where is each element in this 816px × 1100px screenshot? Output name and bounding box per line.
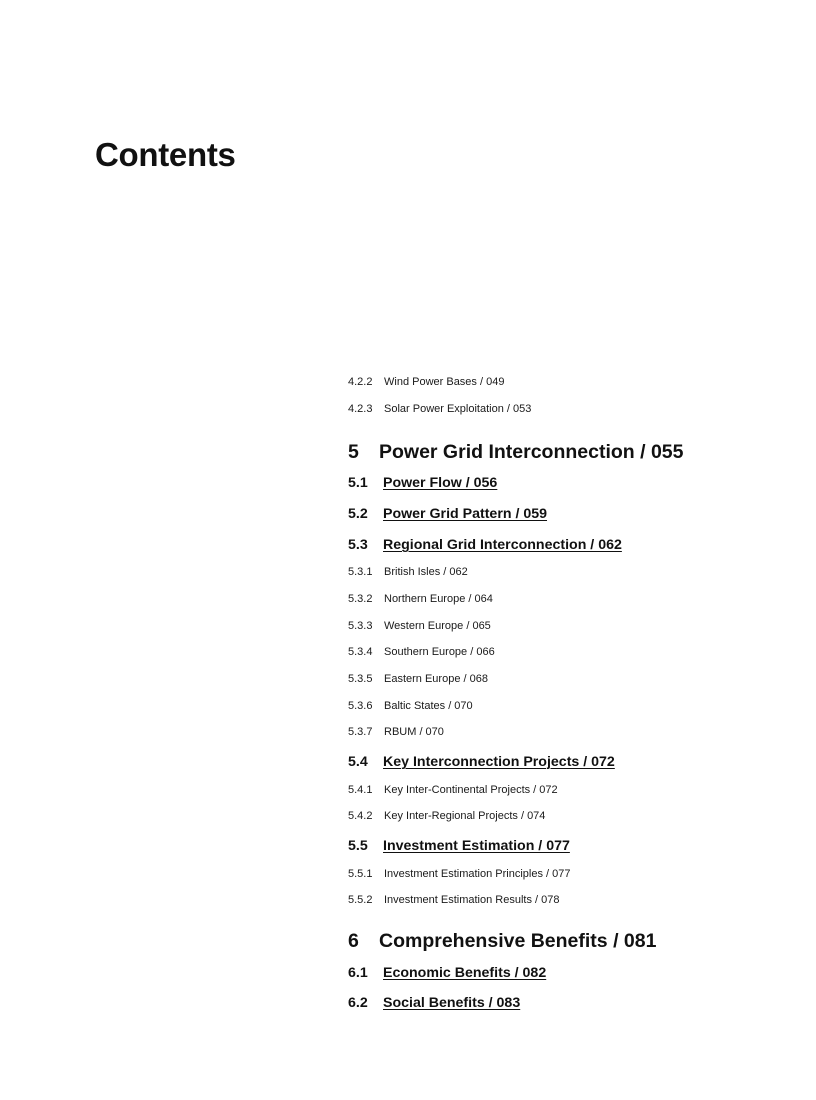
toc-section-title: Power Grid Pattern / 059	[383, 506, 548, 522]
toc-entry-number: 4.2.3	[348, 403, 373, 415]
toc-chapter-title: Comprehensive Benefits / 081	[379, 930, 657, 952]
toc-entry-number: 5.5.1	[348, 868, 373, 880]
toc-chapter-6[interactable]	[348, 929, 656, 953]
toc-section-title: Social Benefits / 083	[383, 995, 521, 1011]
toc-entry-5-3-3[interactable]	[348, 619, 491, 633]
toc-entry-5-3-6[interactable]	[348, 699, 473, 713]
toc-entry-title: Key Inter-Continental Projects / 072	[384, 784, 558, 796]
toc-section-number: 5.2	[348, 506, 368, 522]
toc-entry-title: Eastern Europe / 068	[384, 673, 488, 685]
toc-entry-5-3-7[interactable]	[348, 725, 444, 739]
toc-chapter-5[interactable]	[348, 440, 684, 464]
toc-chapter-number: 6	[348, 930, 359, 952]
toc-section-title: Power Flow / 056	[383, 475, 498, 491]
toc-entry-number: 5.3.1	[348, 566, 373, 578]
toc-section-number: 5.5	[348, 838, 368, 854]
toc-entry-number: 5.4.2	[348, 810, 373, 822]
toc-section-title: Economic Benefits / 082	[383, 965, 547, 981]
toc-section-title: Investment Estimation / 077	[383, 838, 570, 854]
toc-section-number: 5.4	[348, 754, 368, 770]
toc-entry-title: Wind Power Bases / 049	[384, 376, 505, 388]
toc-entry-title: Solar Power Exploitation / 053	[384, 403, 532, 415]
toc-entry-number: 5.3.2	[348, 593, 373, 605]
toc-section-number: 6.2	[348, 995, 368, 1011]
toc-entry-5-5-1[interactable]	[348, 867, 570, 881]
toc-entry-5-3-5[interactable]	[348, 672, 488, 686]
toc-entry-title: RBUM / 070	[384, 726, 444, 738]
toc-section-5-5[interactable]	[348, 837, 570, 855]
toc-chapter-number: 5	[348, 441, 359, 463]
toc-section-6-1[interactable]	[348, 964, 546, 982]
toc-entry-title: Western Europe / 065	[384, 620, 491, 632]
toc-entry-5-3-4[interactable]	[348, 645, 495, 659]
toc-entry-number: 5.5.2	[348, 894, 373, 906]
toc-entry-title: Southern Europe / 066	[384, 646, 495, 658]
toc-entry-4-2-2[interactable]	[348, 375, 504, 389]
toc-section-5-2[interactable]	[348, 505, 547, 523]
toc-entry-number: 5.3.6	[348, 700, 373, 712]
toc-entry-number: 5.3.4	[348, 646, 373, 658]
toc-entry-title: Baltic States / 070	[384, 700, 473, 712]
toc-section-5-1[interactable]	[348, 474, 497, 492]
toc-chapter-title: Power Grid Interconnection / 055	[379, 441, 684, 463]
toc-entry-5-4-2[interactable]	[348, 809, 545, 823]
toc-section-5-4[interactable]	[348, 753, 615, 771]
toc-section-number: 5.3	[348, 537, 368, 553]
page-title: Contents	[95, 136, 236, 173]
toc-entry-4-2-3[interactable]	[348, 402, 531, 416]
toc-section-6-2[interactable]	[348, 994, 520, 1012]
toc-entry-number: 5.3.3	[348, 620, 373, 632]
toc-entry-5-4-1[interactable]	[348, 783, 558, 797]
toc-entry-5-3-2[interactable]	[348, 592, 493, 606]
toc-entry-5-5-2[interactable]	[348, 893, 559, 907]
toc-section-title: Regional Grid Interconnection / 062	[383, 537, 622, 553]
toc-entry-number: 5.4.1	[348, 784, 373, 796]
toc-entry-title: Investment Estimation Principles / 077	[384, 868, 571, 880]
toc-section-number: 6.1	[348, 965, 368, 981]
toc-section-5-3[interactable]	[348, 536, 622, 554]
toc-entry-title: British Isles / 062	[384, 566, 468, 578]
toc-section-number: 5.1	[348, 475, 368, 491]
toc-entry-5-3-1[interactable]	[348, 565, 468, 579]
toc-entry-title: Investment Estimation Results / 078	[384, 894, 560, 906]
toc-entry-number: 5.3.7	[348, 726, 373, 738]
toc-entry-number: 4.2.2	[348, 376, 373, 388]
toc-entry-number: 5.3.5	[348, 673, 373, 685]
toc-entry-title: Northern Europe / 064	[384, 593, 493, 605]
toc-entry-title: Key Inter-Regional Projects / 074	[384, 810, 546, 822]
toc-section-title: Key Interconnection Projects / 072	[383, 754, 615, 770]
